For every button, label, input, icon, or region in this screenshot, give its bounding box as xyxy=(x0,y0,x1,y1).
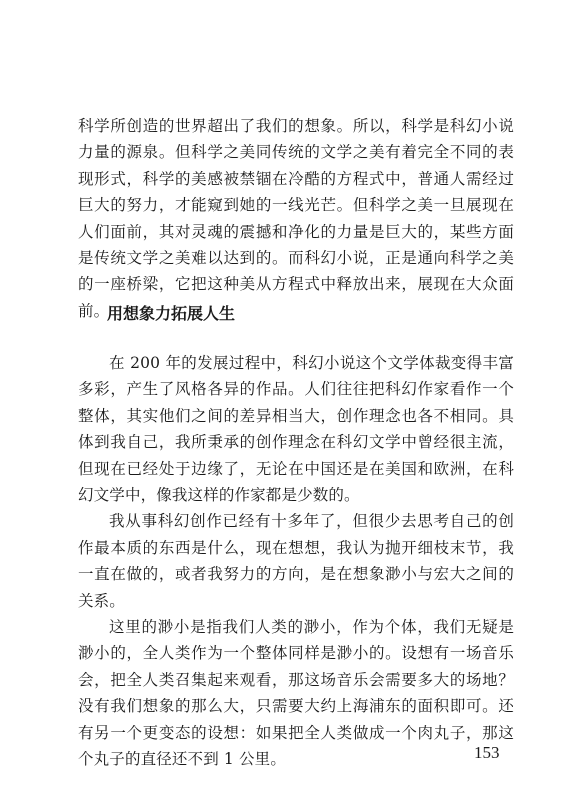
opening-paragraph: 科学所创造的世界超出了我们的想象。所以，科学是科幻小说力量的源泉。但科学之美同传统的文学之美有着完全不同的表现形式，科学的美感被禁锢在冷酷的方程式中，普通人需经过巨大的努力，才能窥到她的一线光芒。但科学之美一旦展现在人们面前，其对灵魂的震撼和净化的力量是巨大的，某些方面是传统文学之美难以达到的。而科幻小说，正是通向科学之美的一座桥梁，它把这种美从方程式中释放出来，展现在大众面前。 xyxy=(78,117,514,320)
opening-text-block xyxy=(78,113,514,324)
section-heading: 用想象力拓展人生 xyxy=(107,304,236,323)
body-text-block xyxy=(78,350,514,773)
body-paragraph-3: 这里的渺小是指我们人类的渺小，作为个体，我们无疑是渺小的，全人类作为一个整体同样是渺小的。设想有一场音乐会，把全人类召集起来观看，那这场音乐会需要多大的场地？没有我们想象的那么大，只需要大约上海浦东的面积即可。还有另一个更变态的设想：如果把全人类做成一个肉丸子，那这个丸子的直径还不到 1 公里。 xyxy=(78,618,514,769)
page-number: 153 xyxy=(474,743,500,762)
body-paragraph-2: 我从事科幻创作已经有十多年了，但很少去思考自己的创作最本质的东西是什么，现在想想，我认为抛开细枝末节，我一直在做的，或者我努力的方向，是在想象渺小与宏大之间的关系。 xyxy=(78,512,514,610)
body-paragraph-1: 在 200 年的发展过程中，科幻小说这个文学体裁变得丰富多彩，产生了风格各异的作品。人们往往把科幻作家看作一个整体，其实他们之间的差异相当大，创作理念也各不相同。具体到我自己，我所秉承的创作理念在科幻文学中曾经很主流，但现在已经处于边缘了，无论在中国还是在美国和欧洲，在科幻文学中，像我这样的作家都是少数的。 xyxy=(78,354,514,505)
